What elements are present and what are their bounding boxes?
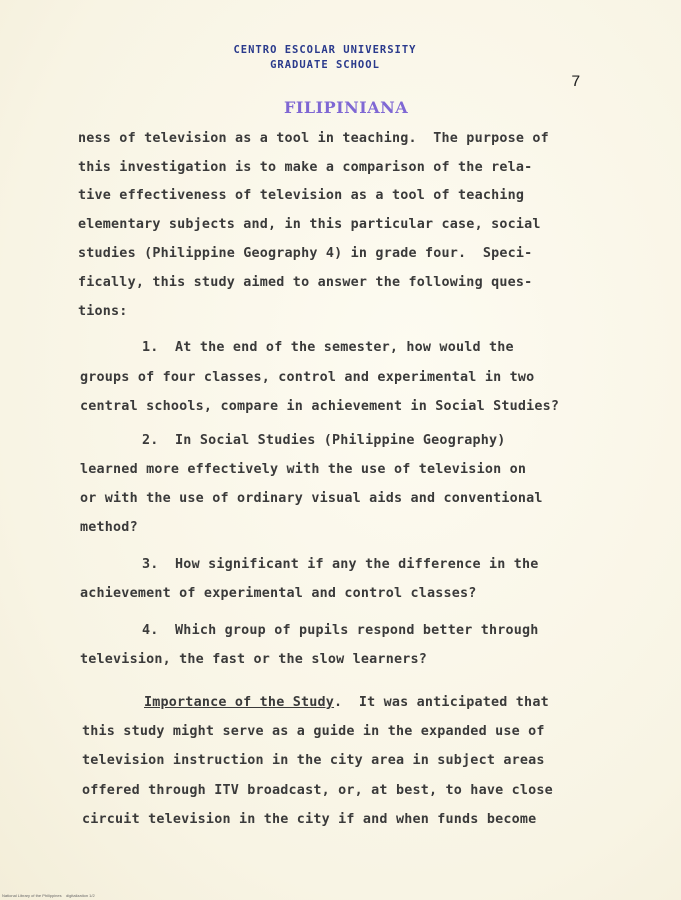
text-line: . It was anticipated that (334, 695, 549, 710)
question-4-line: television, the fast or the slow learners? (80, 652, 427, 667)
text-line: offered through ITV broadcast, or, at best, to have close (82, 783, 553, 798)
question-2-line: 2. In Social Studies (Philippine Geography) (142, 433, 506, 448)
university-name: CENTRO ESCOLAR UNIVERSITY (233, 44, 417, 56)
question-2-line: learned more effectively with the use of television on (80, 462, 527, 477)
text-line: this investigation is to make a comparison of the rela- (78, 160, 533, 175)
text-line: fically, this study aimed to answer the following ques- (78, 275, 533, 290)
text-line: tions: (78, 304, 128, 319)
filipiniana-stamp: FILIPINIANA (284, 98, 409, 117)
text-line: tive effectiveness of television as a tool of teaching (78, 188, 525, 203)
importance-first-line (144, 695, 549, 710)
question-1-line: 1. At the end of the semester, how would the (142, 340, 514, 355)
question-1-line: groups of four classes, control and experimental in two (80, 370, 535, 385)
question-4-line: 4. Which group of pupils respond better through (142, 623, 539, 638)
text-line: elementary subjects and, in this particular case, social (78, 217, 541, 232)
question-1-line: central schools, compare in achievement in Social Studies? (80, 399, 560, 414)
footer-note: National Library of the Philippines digitalization 1/2 (2, 893, 95, 898)
page-number: 7 (571, 73, 581, 91)
text-line: this study might serve as a guide in the expanded use of (82, 724, 545, 739)
question-2-line: or with the use of ordinary visual aids and conventional (80, 491, 543, 506)
question-2-line: method? (80, 520, 138, 535)
text-line: studies (Philippine Geography 4) in grade four. Speci- (78, 246, 533, 261)
text-line: ness of television as a tool in teaching. The purpose of (78, 131, 549, 146)
text-line: television instruction in the city area in subject areas (82, 753, 545, 768)
question-3-line: achievement of experimental and control classes? (80, 586, 477, 601)
text-line: circuit television in the city if and when funds become (82, 812, 537, 827)
section-heading: Importance of the Study (144, 695, 335, 710)
question-3-line: 3. How significant if any the difference in the (142, 557, 539, 572)
school-name: GRADUATE SCHOOL (270, 59, 380, 71)
